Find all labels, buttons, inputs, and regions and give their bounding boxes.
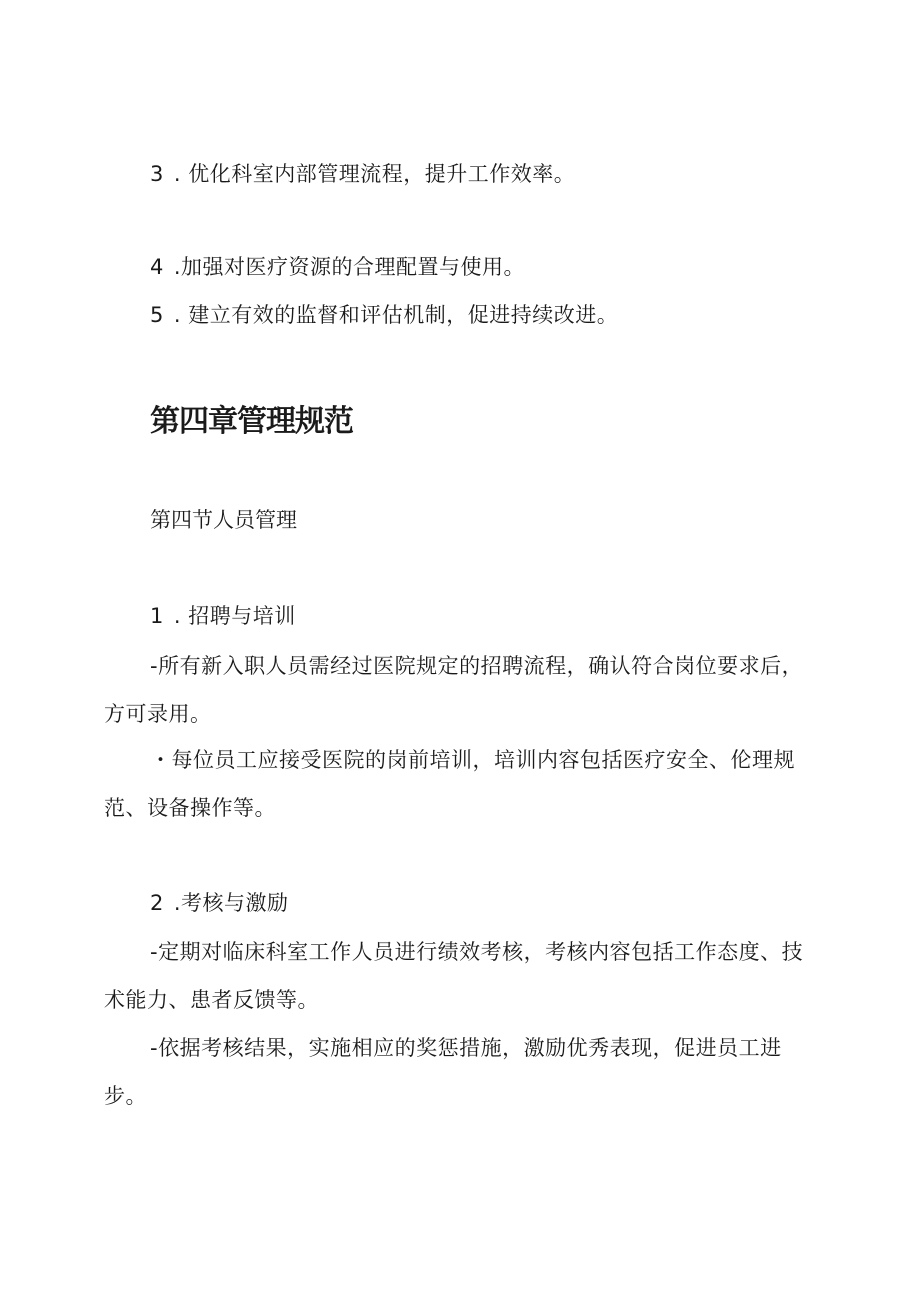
paragraph-line: 步。	[104, 1084, 147, 1108]
paragraph-line: -所有新入职人员需经过医院规定的招聘流程，确认符合岗位要求后，	[150, 654, 804, 678]
item-text: . 建立有效的监督和评估机制，促进持续改进。	[173, 303, 619, 327]
paragraph-line: 方可录用。	[104, 702, 212, 726]
subsection-title: . 招聘与培训	[173, 604, 296, 628]
list-item	[150, 160, 575, 188]
item-text: . 优化科室内部管理流程，提升工作效率。	[173, 162, 576, 186]
paragraph-line: 术能力、患者反馈等。	[104, 988, 319, 1012]
paragraph-line: 范、设备操作等。	[104, 796, 276, 820]
item-number: 5	[150, 303, 164, 327]
subsection-title: .考核与激励	[173, 891, 289, 915]
list-item	[150, 253, 525, 281]
item-text: .加强对医疗资源的合理配置与使用。	[173, 255, 526, 279]
list-item	[150, 301, 618, 329]
paragraph-line: -定期对临床科室工作人员进行绩效考核，考核内容包括工作态度、技	[150, 940, 804, 964]
section-title: 第四节人员管理	[150, 508, 297, 532]
subsection-heading	[150, 889, 289, 917]
subsection-number: 1	[150, 604, 164, 628]
paragraph-line: -依据考核结果，实施相应的奖惩措施，激励优秀表现，促进员工进	[150, 1036, 782, 1060]
subsection-number: 2	[150, 891, 164, 915]
item-number: 3	[150, 162, 164, 186]
paragraph-line: ・每位员工应接受医院的岗前培训，培训内容包括医疗安全、伦理规	[150, 748, 795, 772]
chapter-title: 第四章管理规范	[150, 404, 353, 439]
item-number: 4	[150, 255, 164, 279]
subsection-heading	[150, 602, 296, 630]
